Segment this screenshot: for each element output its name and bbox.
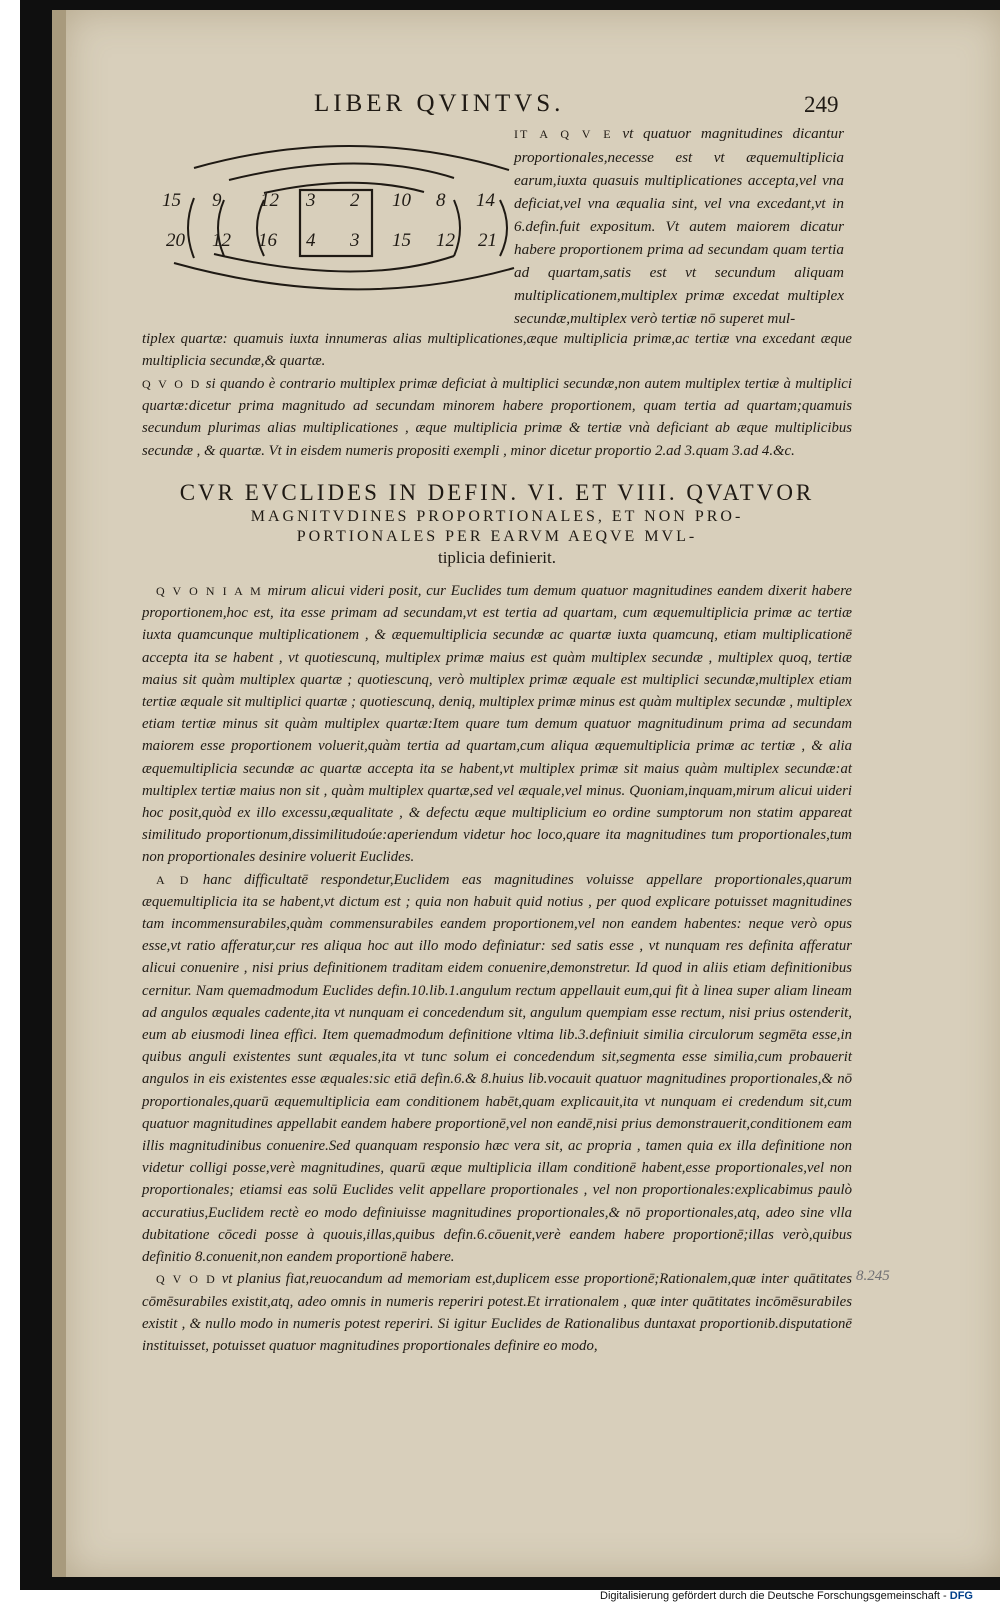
heading-line-3: PORTIONALES PER EARVM AEQVE MVL-	[296, 528, 698, 545]
paragraph-text: vt quatuor magnitudines dicantur proportionales,necesse est vt æquemultiplicia earum,iuxta quasuis multiplicationes accepta,vel vna deficiat,vel vna æqualia sint, vel vna excedant,vt in 6.defin.fuit expositum. Vt autem maiorem dicatur habere proportionem prima ad secundam quam tertia ad quartam,satis est vt secundum aliquam multiplicationem,multiplex primæ excedat multiplex secundæ,multiplex verò tertiæ nō superet mul-	[514, 125, 844, 327]
diagram-number: 2	[350, 190, 360, 211]
diagram-number: 3	[350, 230, 360, 251]
diagram-number: 20	[166, 230, 185, 251]
footer-text: Digitalisierung gefördert durch die Deutsche Forschungsgemeinschaft -	[600, 1590, 947, 1602]
diagram-number: 21	[478, 230, 497, 251]
paragraph-lead: Q V O D	[156, 1272, 217, 1287]
footer-credit	[600, 1590, 973, 1602]
paragraph-text: si quando è contrario multiplex primæ deficiat à multiplici secundæ,non autem multiplex tertiæ à multiplici quartæ:dicetur prima magnitudo ad secundam minorem habere proportionem, quam tertia ad quartam;quamuis secundum plurimas alias multiplicationes , æque multiplicia primæ & tertiæ vnà deficiant ab æque multiplicibus secundæ , & quartæ. Vt in eisdem numeris propositi exempli , minor dicetur proportio 2.ad 3.quam 3.ad 4.&c.	[142, 376, 852, 459]
paragraph-lead: Q V O N I A M	[156, 584, 263, 598]
diagram-arcs	[154, 128, 534, 328]
diagram-number: 12	[212, 230, 231, 251]
diagram-number: 8	[436, 190, 446, 211]
paragraph-5	[142, 1268, 852, 1357]
book-page	[64, 10, 1000, 1577]
heading-line-1: CVR EVCLIDES IN DEFIN. VI. ET VIII. QVATVOR	[179, 480, 815, 505]
diagram-number: 10	[392, 190, 411, 211]
diagram-number: 16	[258, 230, 277, 251]
page-number: 249	[804, 92, 839, 117]
paragraph-lead: IT A Q V E	[514, 127, 613, 141]
pencil-margin-note: 8.245	[856, 1268, 890, 1284]
paragraph-lead: Q V O D	[142, 377, 202, 391]
section-heading	[142, 480, 852, 568]
diagram-number: 15	[392, 230, 411, 251]
proportion-diagram	[154, 128, 534, 328]
diagram-number: 14	[476, 190, 495, 211]
diagram-number: 3	[306, 190, 316, 211]
paragraph-2	[142, 373, 852, 462]
paragraph-text: mirum alicui videri posit, cur Euclides tum demum quatuor magnitudines eandem dixerit habere proportionem,hoc est, ita esse primam ad secundam,vt est tertia ad quartam, cum æquemultiplicia primæ ac tertiæ iuxta quamcunque multiplicationem , & æquemultiplicia secundæ ac quartæ iuxta quamcunq, etiam multiplicationē accepta ita se habent , vt quotiescunq, multiplex primæ maius est quàm multiplex secundæ , multiplex quoq, tertiæ maius sit quàm multiplex quartæ ; quotiescunq, verò multiplex primæ æquale est multiplici secundæ,multiplex etiam tertiæ æquale sit multiplici quartæ ; quotiescunq, deniq, multiplex primæ minus est quàm multiplex secundæ , multiplex etiam tertiæ minus sit quàm multiplex quartæ:Item quare tum demum quatuor magnitudinum prima ad secundam maiorem esse proportionem voluerit,quàm tertia ad quartam,cum aliqua æquemultiplicia primæ ac tertiæ , & alia æquemultiplicia secundæ ac quartæ accepta ita se habent,vt multiplex primæ sit maius quàm multiplex secundæ:at multiplex tertiæ maius non sit , quàm multiplex quartæ,sed vel æquale,vel minus. Quoniam,inquam,mirum alicui uideri hoc posit,quòd ex illo excessu,æqualitate , & defectu æque multiplicium eo ordine sumptorum non statim appareat similitudo proportionum,dissimilitudoúe:aperiendum videtur hoc loco,quare ita magnitudines tum proportionales,tum non proportionales desinire voluerit Euclides.	[142, 583, 852, 866]
paragraph-1-continued: tiplex quartæ: quamuis iuxta innumeras alias multiplicationes,æque multiplicia primæ,ac tertiæ vna excedant æque multiplicia secundæ,& quartæ.	[142, 331, 852, 370]
paragraph-4	[142, 869, 852, 1269]
running-title: LIBER QVINTVS.	[314, 90, 565, 117]
heading-line-4: tiplicia definierit.	[437, 548, 556, 567]
paragraph-text: hanc difficultatē respondetur,Euclidem eas magnitudines voluisse appellare proportionales,quarum æquemultiplicia ita se habent,vt dictum est ; quia non habuit quid notius , per quod explicare potuisset magnitudines tam incommensurabiles,quàm commensurabiles eandem proportionem,vel non eandem habentes: neque verò opus esse,vt ratio afferatur,cur res aliqua hoc aut illo modo definiatur: sed satis esse , vt nunquam res definita afferatur alicui conuenire , nisi prius definitionem traditam eidem conuenire,demonstretur. Id quod in aliis etiam definitionibus cernitur. Nam quemadmodum Euclides defin.10.lib.1.angulum rectum appellauit eum,qui fit à linea super aliam lineam ad angulos æquales cadente,ita vt nunquam ei concedendum sit, angulum quempiam esse rectum, nisi prius ostenderit, eum ab eiusmodi linea effici. Item quemadmodum definitione vltima lib.3.definiuit similia circulorum segmēta esse,in quibus anguli existentes sunt æquales,ita vt tunc solum ei concedendum sit,segmenta esse similia,cum probauerit angulos in eis existentes esse æquales:sic etiā defin.6.& 8.huius lib.vocauit quatuor magnitudines proportionales,& nō proportionales,quarū æquemultiplicia eam conditionem habēt,quam explicauit,ita vt nunquam ei credendum sit,cum quatuor magnitudines appellabit eandem habere proportionē,vel non eandē,nisi prius demonstrauerit,conditionem eam illis magnitudinibus conuenire.Sed quanquam responsio hæc vera sit, ac propria , tamen quia ex illa definitione non videtur colligi posse,verè magnitudines, quarū æque multiplicia illam conditionē habent,esse proportionales,vel non proportionales; etiamsi eas solū Euclides velit appellare proportionales , vel non proportionales:explicabimus paulò accuratius,Euclidem rectè eo modo definiuisse magnitudines proportionales,& nō proportionales,atq, adeo sine vlla dubitatione cōcedi posse à quouis,illas,quibus defin.6.cōuenit,verè eandem habere proportionē;illas verò,quibus definitio 8.conuenit,non eandem proportionē habere.	[142, 871, 852, 1266]
dfg-logo: DFG	[949, 1590, 973, 1602]
scan-background	[20, 0, 1000, 1590]
paragraph-lead: A D	[156, 872, 191, 887]
diagram-number: 4	[306, 230, 316, 251]
diagram-number: 12	[436, 230, 455, 251]
diagram-number: 12	[260, 190, 279, 211]
diagram-number: 9	[212, 190, 222, 211]
page-edge	[52, 10, 66, 1577]
diagram-number: 15	[162, 190, 181, 211]
paragraph-1-column	[514, 122, 844, 330]
heading-line-2: MAGNITVDINES PROPORTIONALES, ET NON PRO-	[250, 508, 744, 525]
paragraph-text: vt planius fiat,reuocandum ad memoriam est,duplicem esse proportionē;Rationalem,quæ inter quātitates cōmēsurabiles existit,atq, adeo omnis in numeris reperiri potest.Et irrationalem , quæ inter quātitates incōmēsurabiles existit , & nullo modo in numeris potest reperiri. Si igitur Euclides de Rationalibus duntaxat proportionib.disputationē instituisset, potuisset quatuor magnitudines proportionales definire eo modo,	[142, 1271, 853, 1354]
paragraph-3	[142, 580, 852, 869]
main-body	[142, 580, 852, 1357]
